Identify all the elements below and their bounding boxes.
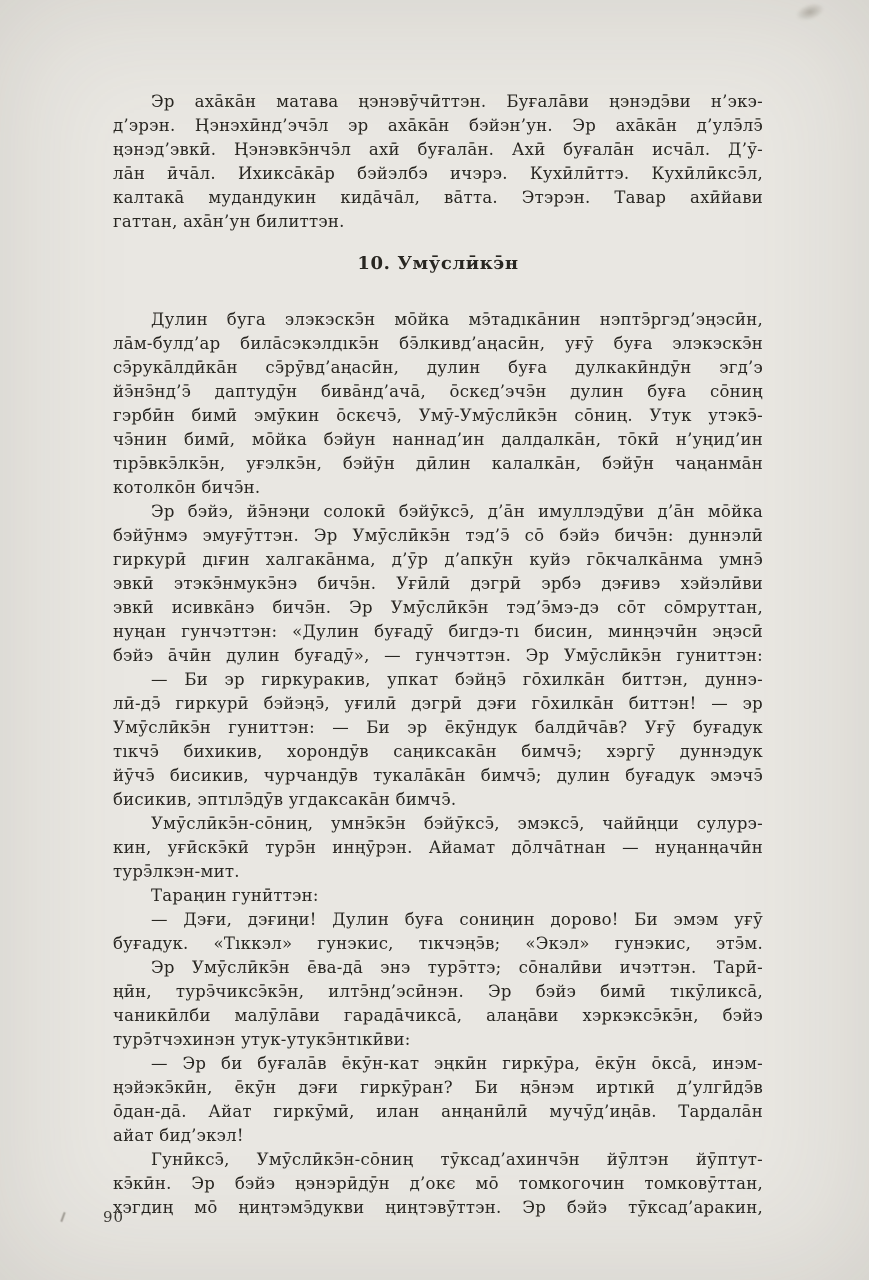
text-line: хэгдиң мо̄ ңиңтэмэ̄дукви ңиңтэвӯттэн. Эр бэйэ тӯксад’аракин, [113, 1198, 763, 1217]
text-block [113, 90, 763, 1220]
section-heading: 10. Умӯслӣкэ̄н [357, 253, 519, 274]
paragraph [113, 500, 763, 668]
text-line: кин, уғӣскэ̄кӣ турэ̄н инңӯрэн. Айамат до̄лча̄тнан — нуңанңачӣн [113, 838, 763, 857]
text-line: о̄дан-да̄. Айат гиркӯмӣ, илан анңанӣлӣ мучӯд’иңа̄в. Тардала̄н [113, 1102, 763, 1121]
text-line: турэ̄тчэхинэн утук-утукэ̄нтıкӣви: [113, 1030, 411, 1049]
text-line: ла̄м-булд’ар била̄сэкэлдıкэ̄н бэ̄лкивд’аңасӣн, уғӯ буға элэкэскэ̄н [113, 334, 763, 353]
text-line: чэ̄нин бимӣ, мо̄йка бэйун наннад’ин далдалка̄н, то̄кӣ н’уңид’ин [113, 430, 763, 449]
text-line: гаттан, аха̄н’ун билиттэн. [113, 212, 345, 231]
text-line: айат бид’экэл! [113, 1126, 244, 1145]
paragraph [113, 90, 763, 234]
text-line: котолко̄н бичэ̄н. [113, 478, 261, 497]
text-line: йӯчэ̄ бисикив, чурчандӯв тукала̄ка̄н бимчэ̄; дулин буғадук эмэчэ̄ [113, 766, 763, 785]
text-line: нуңан гунчэттэн: «Дулин буғадӯ бигдэ-тı бисин, минңэчӣн эңэсӣ [113, 622, 763, 641]
text-line: тıрэ̄вкэ̄лкэ̄н, уғэлкэ̄н, бэйӯн дӣлин калалка̄н, бэйӯн чаңанма̄н [113, 454, 763, 473]
text-line: эвкӣ исивка̄нэ бичэ̄н. Эр Умӯслӣкэ̄н тэд’э̄мэ-дэ со̄т со̄мруттан, [113, 598, 763, 617]
scan-tick-artifact [60, 1212, 65, 1222]
text-line: буғадук. «Тıккэл» гунэкис, тıкчэңэ̄в; «Экэл» гунэкис, этэ̄м. [113, 934, 763, 953]
paragraph [113, 908, 763, 956]
paragraph [113, 1052, 763, 1148]
text-line: — Дэғи, дэғиңи! Дулин буға сониңин дорово! Би эмэм уғӯ [151, 910, 763, 929]
text-line: йэ̄нэ̄нд’э̄ даптудӯн бива̄нд’ача̄, о̄скєд’эчэ̄н дулин буға со̄ниң [113, 382, 763, 401]
text-line: чаникӣлби малӯла̄ви гарада̄чикса̄, алаңа̄ви хэркэксэ̄кэ̄н, бэйэ [113, 1006, 763, 1025]
text-line: Эр Умӯслӣкэ̄н е̄ва-да̄ энэ турэ̄ттэ; со̄налӣви ичэттэн. Тарӣ- [151, 958, 763, 977]
text-line: калтака̄ мудандукин кида̄ча̄л, ва̄тта. Этэрэн. Тавар ахӣйави [113, 188, 763, 207]
text-line: Умӯслӣкэ̄н гуниттэн: — Би эр е̄кӯндук балдӣча̄в? Уғӯ буғадук [113, 718, 763, 737]
scan-smudge-artifact [793, 0, 826, 24]
text-line: Эр аха̄ка̄н матава ңэнэвӯчӣттэн. Буғала̄ви ңэнэдэ̄ви н’экэ- [151, 92, 763, 111]
text-line: сэ̄рука̄лдӣка̄н сэ̄рӯвд’аңасӣн, дулин буға дулкакӣндӯн эгд’э [113, 358, 763, 377]
text-line: бэйэ а̄чӣн дулин буғадӯ», — гунчэттэн. Эр Умӯслӣкэ̄н гуниттэн: [113, 646, 763, 665]
text-line: тıкчэ̄ бихикив, хорондӯв саңиксака̄н бимчэ̄; хэргӯ дуннэдук [113, 742, 763, 761]
paragraph [113, 668, 763, 812]
text-line: Умӯслӣкэ̄н-со̄ниң, умнэ̄кэ̄н бэйӯксэ̄, эмэксэ̄, чайӣңци сулурэ- [151, 814, 763, 833]
text-line: ңӣн, турэ̄чиксэ̄кэ̄н, илтэ̄нд’эсӣнэн. Эр бэйэ бимӣ тıкӯликса̄, [113, 982, 763, 1001]
text-line: гиркурӣ дıғин халгака̄нма, д’ӯр д’апкӯн куйэ го̄кчалка̄нма умнэ̄ [113, 550, 763, 569]
text-line: эвкӣ этэкэ̄нмукэ̄нэ бичэ̄н. Уғӣлӣ дэгрӣ эрбэ дэғивэ хэйэлӣви [113, 574, 763, 593]
text-line: гэрбӣн бимӣ эмӯкин о̄скєчэ̄, Умӯ-Умӯслӣкэ̄н со̄ниң. Утук утэкэ̄- [113, 406, 763, 425]
text-line: Эр бэйэ, йэ̄нэңи солокӣ бэйӯксэ̄, д’а̄н имуллэдӯви д’а̄н мо̄йка [151, 502, 763, 521]
text-line: ңэнэд’эвкӣ. Ңэнэвкэ̄нчэ̄л ахӣ буғала̄н. Ахӣ буғала̄н исча̄л. Д’ӯ- [113, 140, 763, 159]
text-line: бэйӯнмэ эмуғӯттэн. Эр Умӯслӣкэ̄н тэд’э̄ со̄ бэйэ бичэ̄н: дуннэлӣ [113, 526, 763, 545]
paragraph [113, 812, 763, 884]
paragraph [113, 308, 763, 500]
paragraph [113, 1148, 763, 1220]
paragraph [113, 884, 763, 908]
text-line: — Эр би буғала̄в е̄кӯн-кат эңкӣн гиркӯра, е̄кӯн о̄кса̄, инэм- [151, 1054, 763, 1073]
text-line: ңэйэкэ̄кӣн, е̄кӯн дэғи гиркӯран? Би ңэ̄нэм иртıкӣ д’улгӣдэ̄в [113, 1078, 763, 1097]
page-number: 90 [103, 1208, 125, 1226]
paragraph [113, 956, 763, 1052]
text-line: ла̄н ӣча̄л. Ихикса̄ка̄р бэйэлбэ ичэрэ. Кухӣлӣттэ. Кухӣлӣксэ̄л, [113, 164, 763, 183]
text-line: Гунӣксэ̄, Умӯслӣкэ̄н-со̄ниң тӯксад’ахинчэ̄н йӯлтэн йӯптут- [151, 1150, 763, 1169]
text-line: д’эрэн. Ңэнэхӣнд’эчэ̄л эр аха̄ка̄н бэйэн’ун. Эр аха̄ка̄н д’улэ̄лэ̄ [113, 116, 763, 135]
text-line: лӣ-дэ̄ гиркурӣ бэйэңэ̄, уғилӣ дэгрӣ дэғи го̄хилка̄н биттэн! — эр [113, 694, 763, 713]
text-line: турэ̄лкэн-мит. [113, 862, 240, 881]
text-line: Дулин буга элэкэскэ̄н мо̄йка мэ̄тадıка̄нин нэптэ̄ргэд’эңэсӣн, [151, 310, 763, 329]
text-line: кэ̄кӣн. Эр бэйэ ңэнэрӣдӯн д’окє мо̄ томкогочин томковӯттан, [113, 1174, 763, 1193]
text-line: — Би эр гиркуракив, упкат бэйңэ̄ го̄хилка̄н биттэн, дуннэ- [151, 670, 763, 689]
text-line: Тараңин гунӣттэн: [151, 886, 319, 905]
text-line: бисикив, эптıлэ̄дӯв угдаксака̄н бимчэ̄. [113, 790, 457, 809]
